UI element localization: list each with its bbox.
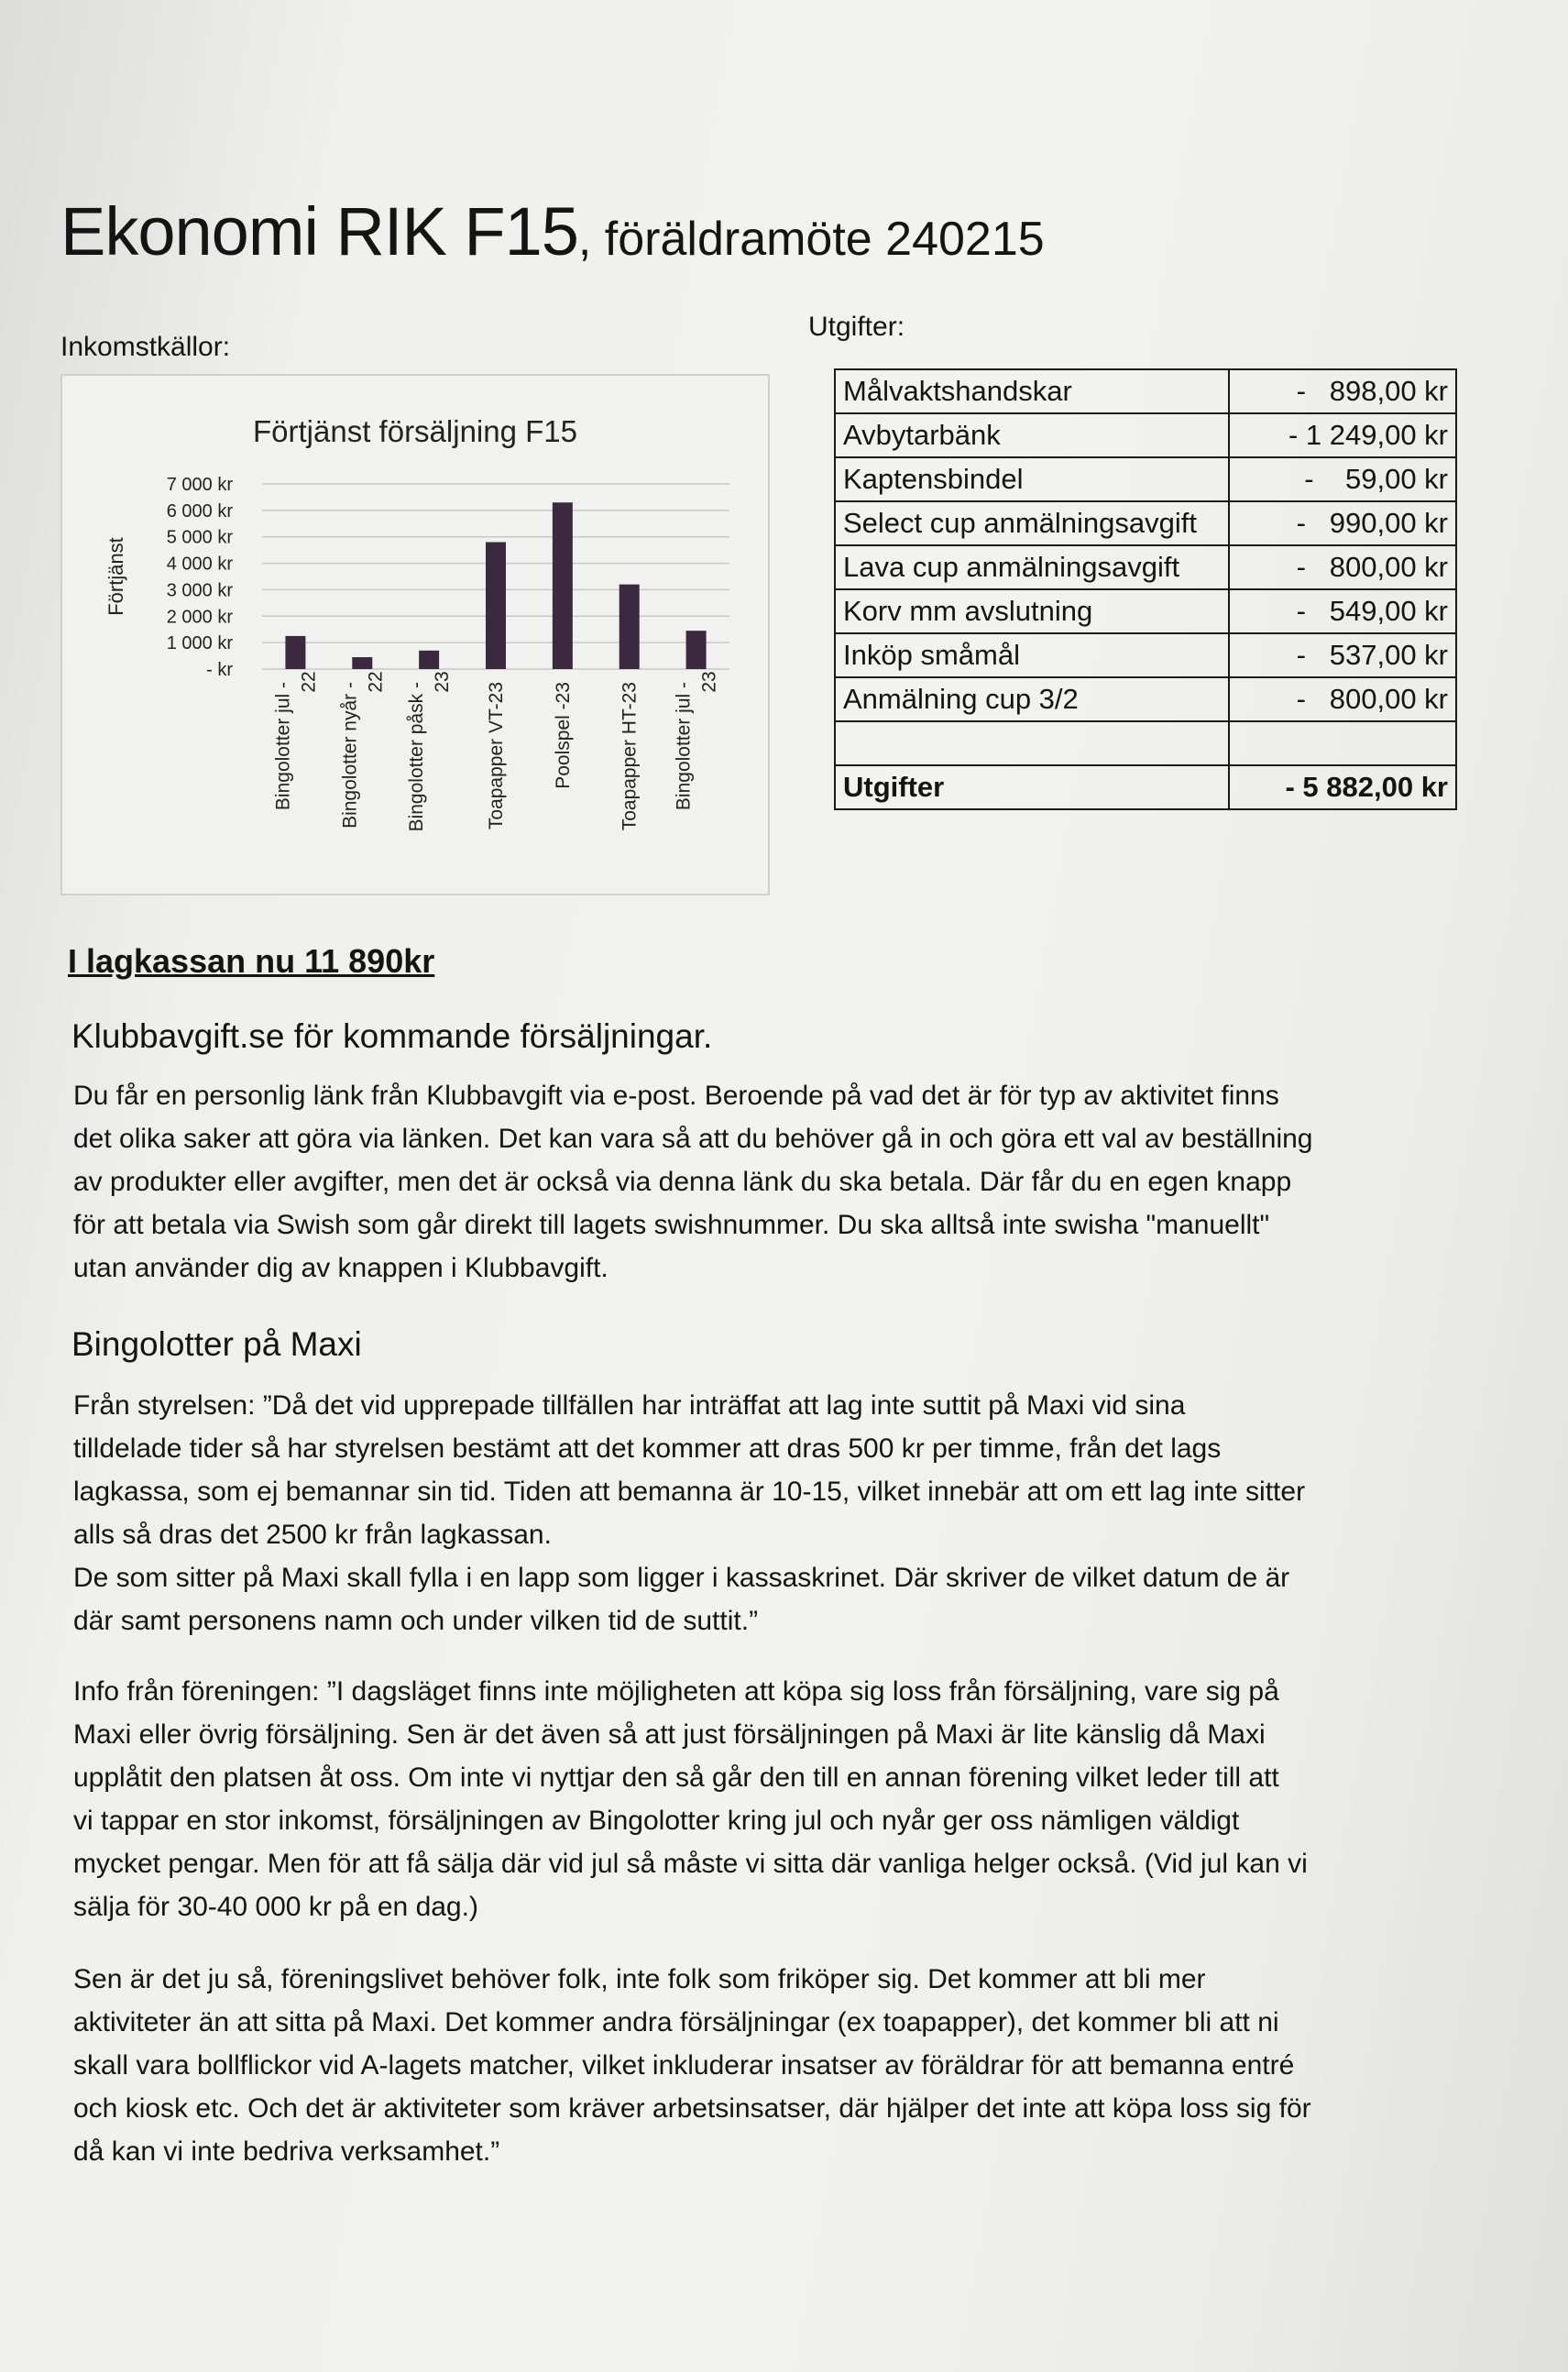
expense-amount: - 898,00 kr — [1229, 369, 1456, 413]
text-line: upplåtit den platsen åt oss. Om inte vi nyttjar den så går den till en annan förening vilket leder till att — [73, 1763, 1279, 1793]
text-line: där samt personens namn och under vilken tid de suttit.” — [73, 1606, 759, 1636]
text-line: utan använder dig av knappen i Klubbavgift. — [73, 1253, 609, 1283]
text-line: aktiviteter än att sitta på Maxi. Det kommer andra försäljningar (ex toapapper), det kommer bli att ni — [73, 2007, 1279, 2037]
expense-item: Kaptensbindel — [835, 457, 1229, 501]
income-label: Inkomstkällor: — [60, 332, 231, 362]
expense-amount: - 800,00 kr — [1229, 677, 1456, 721]
x-tick-label: Toapapper HT-23 — [619, 682, 641, 831]
bar — [686, 631, 707, 669]
expense-amount: - 800,00 kr — [1229, 545, 1456, 589]
text-line: mycket pengar. Men för att få sälja där vid jul så måste vi sitta där vanliga helger också. (Vid jul kan vi — [73, 1849, 1308, 1879]
chart-title: Förtjänst försäljning F15 — [253, 414, 577, 448]
text-line: lagkassa, som ej bemannar sin tid. Tiden att bemanna är 10-15, vilket innebär att om ett lag inte sitter — [73, 1477, 1306, 1507]
folk-paragraph — [73, 1958, 1448, 2173]
expense-amount: - 990,00 kr — [1229, 501, 1456, 545]
expense-row — [835, 413, 1456, 457]
expense-item — [835, 721, 1229, 765]
income-chart — [60, 374, 770, 895]
x-tick-label: 22 — [298, 671, 320, 693]
bar — [352, 657, 372, 669]
expense-item: Lava cup anmälningsavgift — [835, 545, 1229, 589]
bar — [486, 542, 506, 669]
expense-row — [835, 589, 1456, 633]
klubbavgift-heading: Klubbavgift.se för kommande försäljningar. — [71, 1017, 713, 1055]
styrelsen-paragraph — [73, 1384, 1448, 1642]
text-line: Info från föreningen: ”I dagsläget finns inte möjligheten att köpa sig loss från försäljning, vare sig på — [73, 1676, 1279, 1707]
expense-table — [834, 368, 1457, 810]
text-line: Du får en personlig länk från Klubbavgift via e-post. Beroende på vad det är för typ av aktivitet finns — [73, 1081, 1279, 1111]
bar — [419, 651, 439, 669]
expense-row — [835, 501, 1456, 545]
expense-amount: - 537,00 kr — [1229, 633, 1456, 677]
expense-label: Utgifter: — [808, 312, 905, 342]
expense-amount: - 1 249,00 kr — [1229, 413, 1456, 457]
expense-total-label: Utgifter — [835, 765, 1229, 809]
y-axis-label: Förtjänst — [104, 537, 127, 616]
expense-item: Anmälning cup 3/2 — [835, 677, 1229, 721]
expense-amount: - 549,00 kr — [1229, 589, 1456, 633]
expense-item: Målvaktshandskar — [835, 369, 1229, 413]
text-line: då kan vi inte bedriva verksamhet.” — [73, 2136, 500, 2167]
y-tick-label: 4 000 kr — [166, 554, 233, 575]
bar — [553, 502, 573, 669]
text-line: De som sitter på Maxi skall fylla i en lapp som ligger i kassaskrinet. Där skriver de vilket datum de är — [73, 1563, 1290, 1593]
text-line: tilldelade tider så har styrelsen bestämt att det kommer att dras 500 kr per timme, från det lags — [73, 1433, 1222, 1464]
expense-amount: - 59,00 kr — [1229, 457, 1456, 501]
x-tick-label: Bingolotter jul - — [272, 682, 294, 811]
expense-row — [835, 677, 1456, 721]
title-main: Ekonomi RIK F15 — [60, 193, 578, 269]
lagkassa-text: I lagkassan nu 11 890kr — [68, 942, 435, 980]
title-sub: , föräldramöte 240215 — [577, 213, 1045, 266]
expense-row — [835, 545, 1456, 589]
expense-item: Select cup anmälningsavgift — [835, 501, 1229, 545]
x-tick-label: Bingolotter jul - — [673, 682, 695, 811]
page-title — [60, 192, 1045, 270]
expense-item: Korv mm avslutning — [835, 589, 1229, 633]
chart-svg — [62, 376, 768, 894]
expense-item: Avbytarbänk — [835, 413, 1229, 457]
text-line: Från styrelsen: ”Då det vid upprepade tillfällen har inträffat att lag inte suttit på Maxi vid sina — [73, 1390, 1186, 1421]
x-tick-label: 22 — [365, 671, 387, 693]
x-tick-label: 23 — [432, 671, 454, 693]
text-line: det olika saker att göra via länken. Det kan vara så att du behöver gå in och göra ett val av beställning — [73, 1124, 1313, 1154]
expense-item: Inköp småmål — [835, 633, 1229, 677]
text-line: alls så dras det 2500 kr från lagkassan. — [73, 1520, 552, 1550]
expense-amount — [1229, 721, 1456, 765]
x-tick-label: 23 — [698, 671, 720, 693]
y-tick-label: 1 000 kr — [166, 633, 233, 654]
expense-row — [835, 369, 1456, 413]
x-tick-label: Bingolotter påsk - — [406, 682, 428, 832]
x-tick-label: Bingolotter nyår - — [339, 682, 361, 829]
bar — [620, 585, 640, 669]
text-line: och kiosk etc. Och det är aktiviteter som kräver arbetsinsatser, där hjälper det inte att köpa loss sig för — [73, 2093, 1311, 2124]
y-tick-label: 6 000 kr — [166, 500, 233, 522]
text-line: vi tappar en stor inkomst, försäljningen av Bingolotter kring jul och nyår ger oss nämligen väldigt — [73, 1806, 1240, 1836]
expense-row — [835, 633, 1456, 677]
klubbavgift-paragraph — [73, 1074, 1448, 1290]
info-paragraph — [73, 1670, 1448, 1928]
expense-total-amount: - 5 882,00 kr — [1229, 765, 1456, 809]
y-tick-label: 2 000 kr — [166, 607, 233, 628]
bingolotter-heading: Bingolotter på Maxi — [71, 1325, 362, 1363]
text-line: sälja för 30-40 000 kr på en dag.) — [73, 1892, 478, 1922]
y-tick-label: 7 000 kr — [166, 475, 233, 495]
text-line: skall vara bollflickor vid A-lagets matcher, vilket inkluderar insatser av föräldrar för att bemanna entré — [73, 2050, 1295, 2081]
text-line: Sen är det ju så, föreningslivet behöver folk, inte folk som friköper sig. Det kommer att bli mer — [73, 1964, 1206, 1994]
y-tick-label: 3 000 kr — [166, 580, 233, 601]
x-tick-label: Toapapper VT-23 — [486, 682, 507, 830]
text-line: av produkter eller avgifter, men det är också via denna länk du ska betala. Där får du en egen knapp — [73, 1167, 1292, 1197]
expense-total-row — [835, 765, 1456, 809]
bar — [285, 636, 305, 669]
text-line: Maxi eller övrig försäljning. Sen är det även så att just försäljningen på Maxi är lite känslig då Maxi — [73, 1719, 1266, 1750]
text-line: för att betala via Swish som går direkt till lagets swishnummer. Du ska alltså inte swisha "manuellt" — [73, 1210, 1270, 1240]
y-tick-label: - kr — [206, 660, 233, 680]
y-tick-label: 5 000 kr — [166, 527, 233, 548]
expense-row — [835, 721, 1456, 765]
expense-row — [835, 457, 1456, 501]
x-tick-label: Poolspel -23 — [552, 682, 574, 789]
